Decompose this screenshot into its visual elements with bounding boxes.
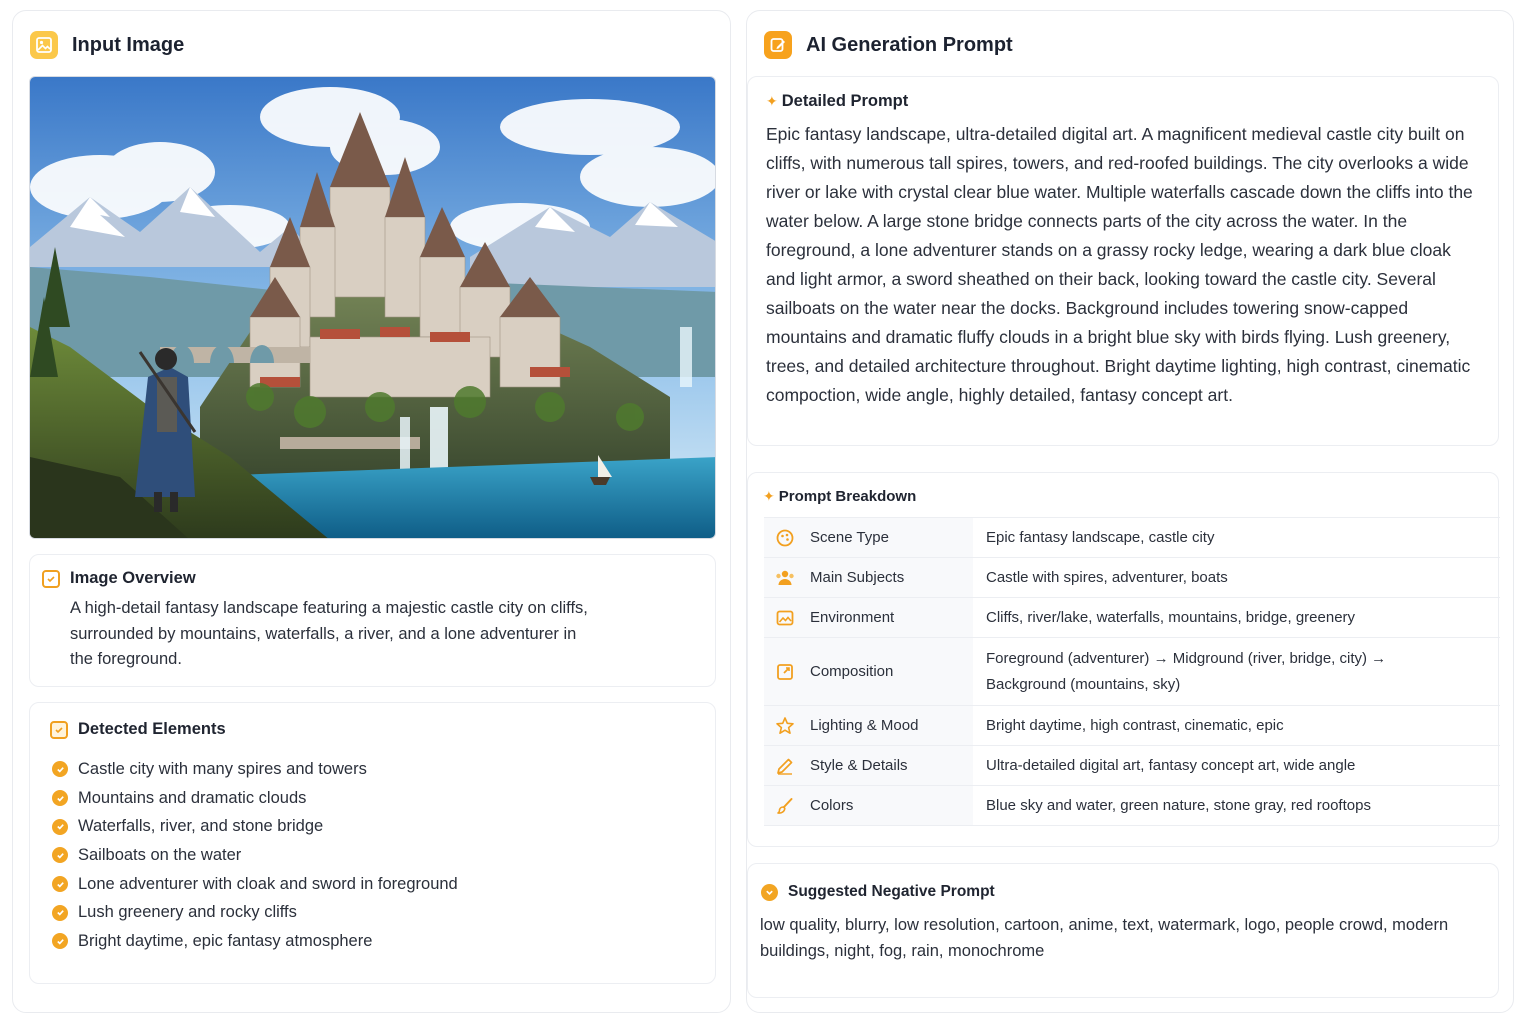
edit-icon: [764, 31, 792, 59]
palette-icon: [774, 527, 796, 549]
row-value: Epic fantasy landscape, castle city: [973, 518, 1500, 558]
prompt-breakdown-header: [763, 488, 916, 505]
check-icon: [52, 790, 68, 806]
check-icon: [52, 761, 68, 777]
input-image-header: [30, 31, 184, 59]
list-item: [52, 870, 458, 899]
table-row: [764, 558, 1500, 598]
ai-prompt-panel: [746, 10, 1514, 1013]
star-icon: [774, 715, 796, 737]
negative-prompt-text: low quality, blurry, low resolution, cartoon, anime, text, watermark, logo, people crowd, modern buildings, night, fog, rain, monochrome: [760, 916, 1449, 960]
detected-elements-header: [50, 720, 226, 739]
row-label: [764, 558, 973, 598]
sparkle-icon: ✦: [766, 93, 778, 109]
row-value: Ultra-detailed digital art, fantasy concept art, wide angle: [973, 746, 1500, 786]
frame-icon: [774, 661, 796, 683]
row-label-text: Colors: [810, 797, 854, 814]
prompt-breakdown-table: [764, 517, 1500, 826]
checklist-icon: [50, 721, 68, 739]
landscape-icon: [774, 607, 796, 629]
pencil-icon: [774, 755, 796, 777]
detected-elements-list: [52, 755, 458, 956]
row-label: [764, 598, 973, 638]
input-image-panel: [12, 10, 731, 1013]
card-title: Detailed Prompt: [781, 92, 909, 110]
list-item-label: Lush greenery and rocky cliffs: [78, 903, 297, 922]
overview-text: A high-detail fantasy landscape featuring a majestic castle city on cliffs, surrounded by mountains, waterfalls, a river, and a lone adventurer in the foreground.: [70, 599, 588, 668]
prompt-breakdown-card: [747, 472, 1499, 847]
row-label-text: Main Subjects: [810, 569, 905, 586]
check-icon: [52, 819, 68, 835]
row-value: Foreground (adventurer) → Midground (river, bridge, city) → Background (mountains, sky): [973, 638, 1500, 706]
list-item: [52, 784, 458, 813]
negative-prompt-card: [747, 863, 1499, 998]
row-label-text: Composition: [810, 663, 894, 680]
table-row: [764, 638, 1500, 706]
list-item-label: Bright daytime, epic fantasy atmosphere: [78, 931, 373, 950]
row-label-text: Scene Type: [810, 529, 889, 546]
row-label-text: Style & Details: [810, 757, 908, 774]
row-label: [764, 706, 973, 746]
negative-prompt-header: [761, 883, 995, 901]
list-item-label: Lone adventurer with cloak and sword in foreground: [78, 874, 458, 893]
table-row: [764, 786, 1500, 826]
table-row: [764, 518, 1500, 558]
detected-elements-card: [29, 702, 716, 984]
card-title: Detected Elements: [78, 720, 226, 738]
list-item: [52, 927, 458, 956]
list-item-label: Mountains and dramatic clouds: [78, 788, 307, 807]
row-label: [764, 746, 973, 786]
list-item: [52, 812, 458, 841]
row-label-text: Lighting & Mood: [810, 717, 919, 734]
row-label-text: Environment: [810, 609, 895, 626]
image-icon: [30, 31, 58, 59]
input-image: [29, 76, 716, 539]
chevron-down-icon: [761, 884, 778, 901]
row-value: Cliffs, river/lake, waterfalls, mountains, bridge, greenery: [973, 598, 1500, 638]
check-icon: [52, 876, 68, 892]
check-icon: [52, 905, 68, 921]
card-title: Prompt Breakdown: [778, 488, 917, 505]
row-label: [764, 638, 973, 706]
list-item: [52, 898, 458, 927]
card-title: Suggested Negative Prompt: [788, 883, 995, 900]
panel-title: Input Image: [72, 33, 185, 56]
image-overview-header: [42, 569, 196, 588]
detailed-prompt-text: Epic fantasy landscape, ultra-detailed digital art. A magnificent medieval castle city built on cliffs, with numerous tall spires, towers, and red-roofed buildings. The city overlooks a wide river or lake with crystal clear blue water. Multiple waterfalls cascade down the cliffs into the water below. A large stone bridge connects parts of the city across the water. In the foreground, a lone adventurer stands on a grassy rocky ledge, wearing a dark blue cloak and light armor, a sword sheathed on their back, looking toward the castle city. Several sailboats on the water near the docks. Background includes towering snow-capped mountains and dramatic fluffy clouds in a bright blue sky with birds flying. Lush greenery, trees, and detailed architecture throughout. Bright daytime lighting, high contrast, cinematic compoction, wide angle, highly detailed, fantasy concept art.: [766, 124, 1473, 405]
clipboard-icon: [42, 570, 60, 588]
sparkle-icon: ✦: [763, 488, 775, 504]
check-icon: [52, 933, 68, 949]
check-icon: [52, 847, 68, 863]
row-label: [764, 786, 973, 826]
ai-prompt-header: [764, 31, 1013, 59]
brush-icon: [774, 795, 796, 817]
detailed-prompt-card: [747, 76, 1499, 446]
table-row: [764, 598, 1500, 638]
list-item-label: Sailboats on the water: [78, 845, 242, 864]
row-value: Castle with spires, adventurer, boats: [973, 558, 1500, 598]
list-item-label: Castle city with many spires and towers: [78, 759, 367, 778]
image-overview-card: [29, 554, 716, 687]
panel-title: AI Generation Prompt: [806, 33, 1013, 56]
list-item: [52, 841, 458, 870]
detailed-prompt-header: [766, 92, 908, 111]
table-row: [764, 746, 1500, 786]
row-value: Blue sky and water, green nature, stone gray, red rooftops: [973, 786, 1500, 826]
row-value: Bright daytime, high contrast, cinematic, epic: [973, 706, 1500, 746]
users-icon: [774, 567, 796, 589]
list-item: [52, 755, 458, 784]
card-title: Image Overview: [70, 569, 196, 587]
table-row: [764, 706, 1500, 746]
list-item-label: Waterfalls, river, and stone bridge: [78, 817, 324, 836]
row-label: [764, 518, 973, 558]
